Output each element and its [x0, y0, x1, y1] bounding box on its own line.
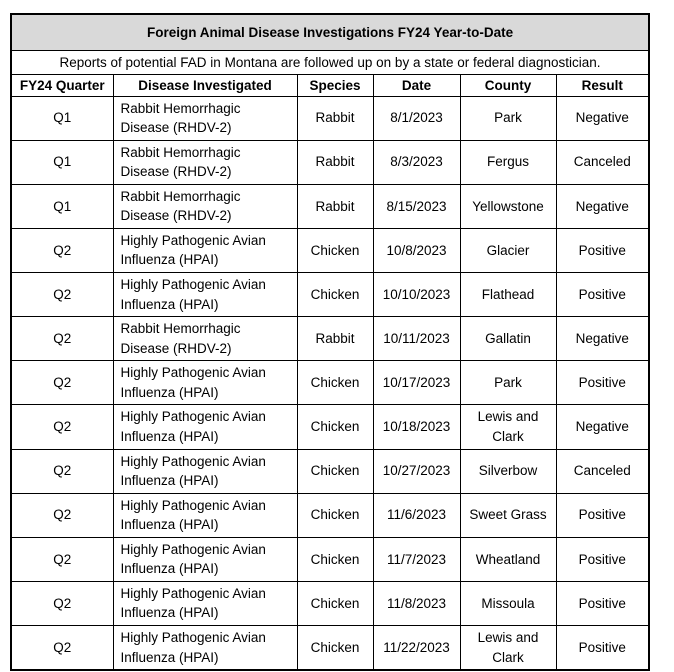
cell-disease: Highly Pathogenic Avian Influenza (HPAI): [113, 361, 297, 405]
cell-species: Rabbit: [297, 96, 373, 140]
table-row: [11, 626, 649, 671]
cell-date: 10/10/2023: [373, 273, 460, 317]
cell-result: Negative: [556, 184, 649, 228]
cell-species: Chicken: [297, 493, 373, 537]
cell-species: Rabbit: [297, 184, 373, 228]
table-row: [11, 537, 649, 581]
cell-result: Negative: [556, 96, 649, 140]
cell-result: Canceled: [556, 140, 649, 184]
document-page: [10, 13, 648, 671]
cell-species: Chicken: [297, 361, 373, 405]
cell-species: Chicken: [297, 405, 373, 449]
cell-county: Park: [460, 96, 556, 140]
table-row: [11, 405, 649, 449]
table-row: [11, 317, 649, 361]
cell-county: Missoula: [460, 581, 556, 625]
cell-species: Chicken: [297, 228, 373, 272]
cell-quarter: Q2: [11, 405, 113, 449]
column-header: FY24 Quarter: [11, 74, 113, 96]
cell-disease: Rabbit Hemorrhagic Disease (RHDV-2): [113, 96, 297, 140]
cell-species: Rabbit: [297, 317, 373, 361]
cell-disease: Rabbit Hemorrhagic Disease (RHDV-2): [113, 317, 297, 361]
cell-county: Wheatland: [460, 537, 556, 581]
cell-date: 8/15/2023: [373, 184, 460, 228]
cell-county: Yellowstone: [460, 184, 556, 228]
cell-date: 8/1/2023: [373, 96, 460, 140]
cell-disease: Highly Pathogenic Avian Influenza (HPAI): [113, 405, 297, 449]
cell-date: 8/3/2023: [373, 140, 460, 184]
cell-result: Negative: [556, 317, 649, 361]
cell-result: Positive: [556, 361, 649, 405]
cell-county: Gallatin: [460, 317, 556, 361]
cell-result: Negative: [556, 405, 649, 449]
cell-disease: Highly Pathogenic Avian Influenza (HPAI): [113, 626, 297, 671]
table-row: [11, 140, 649, 184]
cell-species: Chicken: [297, 581, 373, 625]
cell-date: 10/27/2023: [373, 449, 460, 493]
cell-species: Chicken: [297, 273, 373, 317]
cell-species: Rabbit: [297, 140, 373, 184]
cell-disease: Highly Pathogenic Avian Influenza (HPAI): [113, 228, 297, 272]
cell-quarter: Q2: [11, 317, 113, 361]
cell-result: Canceled: [556, 449, 649, 493]
cell-date: 11/8/2023: [373, 581, 460, 625]
column-header: County: [460, 74, 556, 96]
cell-county: Sweet Grass: [460, 493, 556, 537]
cell-county: Lewis and Clark: [460, 405, 556, 449]
cell-county: Flathead: [460, 273, 556, 317]
table-row: [11, 228, 649, 272]
cell-date: 10/11/2023: [373, 317, 460, 361]
cell-result: Positive: [556, 537, 649, 581]
table-row: [11, 493, 649, 537]
cell-date: 11/7/2023: [373, 537, 460, 581]
cell-quarter: Q2: [11, 626, 113, 671]
cell-county: Lewis and Clark: [460, 626, 556, 671]
cell-date: 11/6/2023: [373, 493, 460, 537]
title-row: [11, 14, 649, 50]
cell-quarter: Q2: [11, 361, 113, 405]
table-row: [11, 449, 649, 493]
cell-disease: Highly Pathogenic Avian Influenza (HPAI): [113, 581, 297, 625]
table-title: Foreign Animal Disease Investigations FY24 Year-to-Date: [11, 14, 649, 50]
cell-disease: Highly Pathogenic Avian Influenza (HPAI): [113, 537, 297, 581]
table-subtitle: Reports of potential FAD in Montana are followed up on by a state or federal diagnostician.: [11, 50, 649, 74]
column-header-row: [11, 74, 649, 96]
cell-quarter: Q2: [11, 449, 113, 493]
cell-quarter: Q1: [11, 140, 113, 184]
cell-species: Chicken: [297, 537, 373, 581]
table-row: [11, 581, 649, 625]
cell-result: Positive: [556, 581, 649, 625]
cell-date: 10/18/2023: [373, 405, 460, 449]
cell-date: 10/8/2023: [373, 228, 460, 272]
table-row: [11, 361, 649, 405]
cell-disease: Rabbit Hemorrhagic Disease (RHDV-2): [113, 140, 297, 184]
cell-quarter: Q2: [11, 537, 113, 581]
cell-species: Chicken: [297, 626, 373, 671]
cell-disease: Rabbit Hemorrhagic Disease (RHDV-2): [113, 184, 297, 228]
cell-date: 10/17/2023: [373, 361, 460, 405]
cell-disease: Highly Pathogenic Avian Influenza (HPAI): [113, 493, 297, 537]
column-header: Disease Investigated: [113, 74, 297, 96]
column-header: Result: [556, 74, 649, 96]
cell-date: 11/22/2023: [373, 626, 460, 671]
cell-quarter: Q1: [11, 184, 113, 228]
table-row: [11, 273, 649, 317]
table-row: [11, 96, 649, 140]
cell-county: Glacier: [460, 228, 556, 272]
cell-result: Positive: [556, 493, 649, 537]
cell-result: Positive: [556, 273, 649, 317]
cell-county: Silverbow: [460, 449, 556, 493]
cell-result: Positive: [556, 228, 649, 272]
cell-result: Positive: [556, 626, 649, 671]
column-header: Species: [297, 74, 373, 96]
column-header: Date: [373, 74, 460, 96]
fad-investigations-table: [10, 13, 650, 671]
subtitle-row: [11, 50, 649, 74]
cell-quarter: Q2: [11, 228, 113, 272]
cell-disease: Highly Pathogenic Avian Influenza (HPAI): [113, 273, 297, 317]
table-row: [11, 184, 649, 228]
cell-disease: Highly Pathogenic Avian Influenza (HPAI): [113, 449, 297, 493]
cell-quarter: Q2: [11, 273, 113, 317]
cell-quarter: Q1: [11, 96, 113, 140]
cell-quarter: Q2: [11, 493, 113, 537]
cell-quarter: Q2: [11, 581, 113, 625]
cell-species: Chicken: [297, 449, 373, 493]
cell-county: Fergus: [460, 140, 556, 184]
cell-county: Park: [460, 361, 556, 405]
